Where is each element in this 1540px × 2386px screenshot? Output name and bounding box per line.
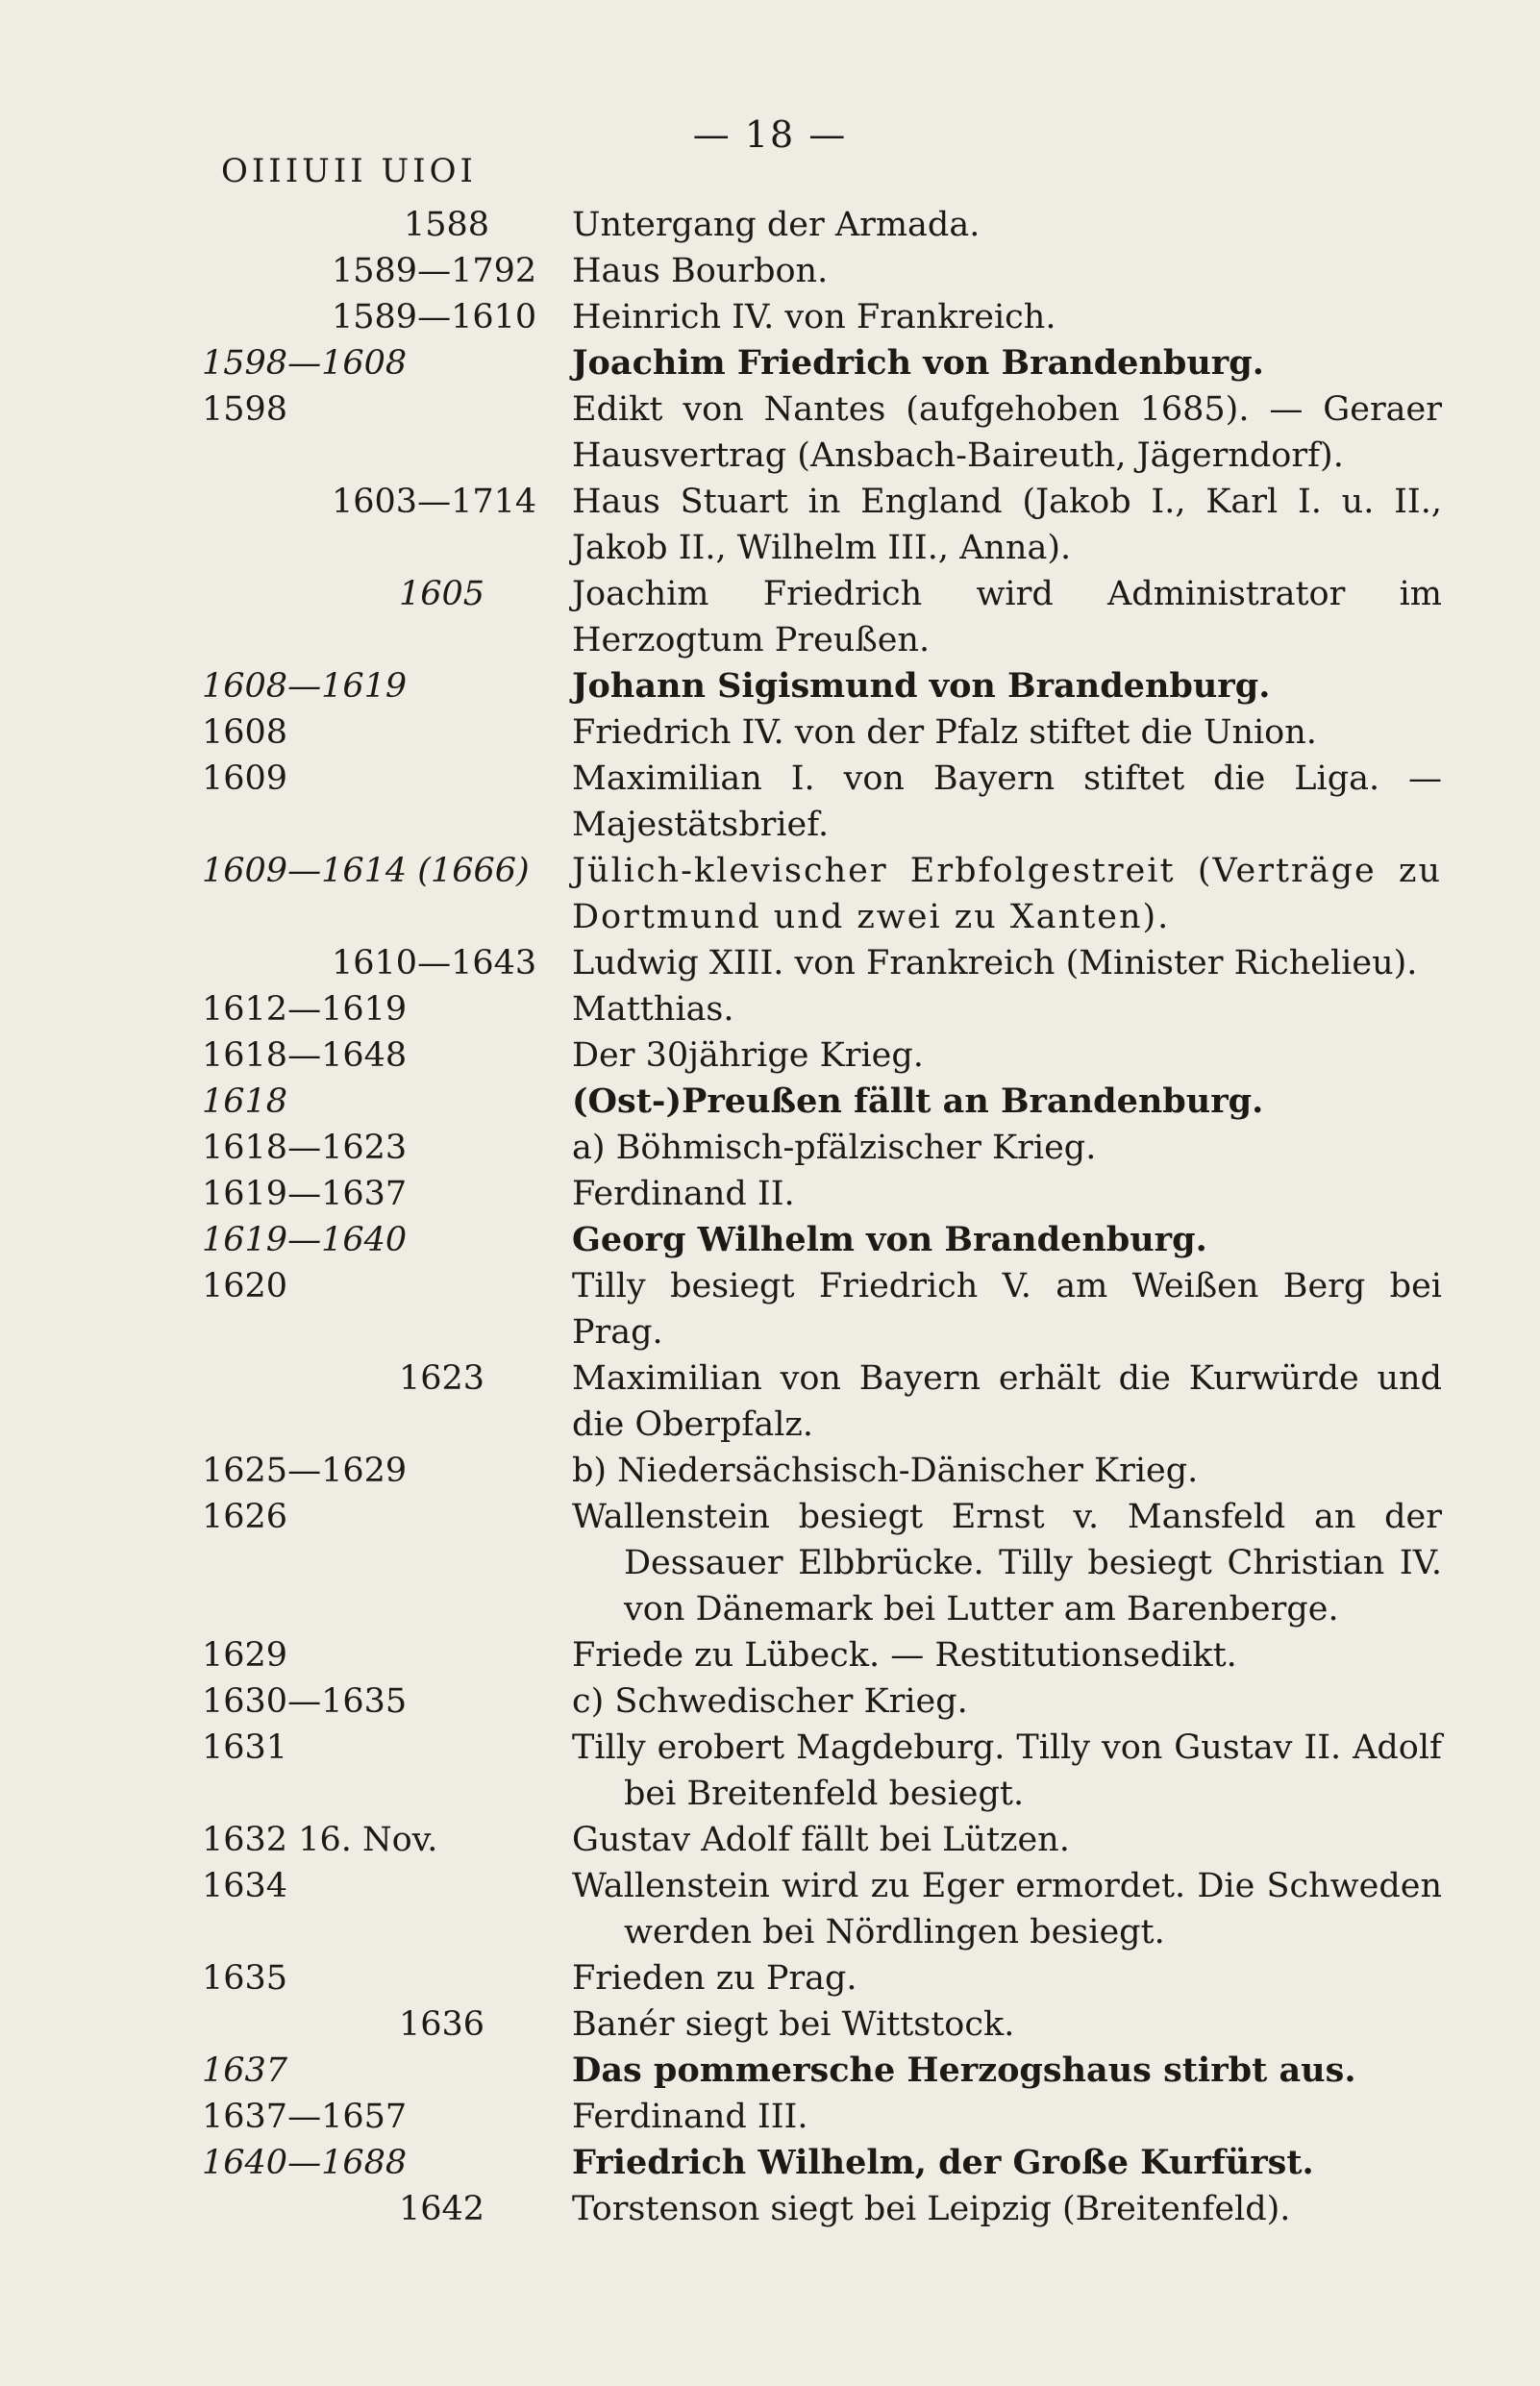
- entry-text: Jülich-klevischer Erbfolgestreit (Verträge zu Dortmund und zwei zu Xanten).: [572, 852, 1442, 936]
- entry-text: Ferdinand III.: [572, 2098, 808, 2136]
- entry-date: 1637—1657: [202, 2098, 408, 2136]
- entry-date: 1608: [202, 713, 288, 752]
- entry-date: 1640—1688: [202, 2144, 408, 2182]
- entry-date: 1636: [399, 2005, 485, 2044]
- chronology-entry: [0, 479, 1540, 571]
- chronology-entry: [0, 1263, 1540, 1355]
- chronology-entry: [0, 2094, 1540, 2140]
- entry-text: (Ost-)Preußen fällt an Brandenburg.: [572, 1081, 1264, 1121]
- entry-text: Edikt von Nantes (aufgehoben 1685). — Geraer Hausvertrag (Ansbach-Baireuth, Jägerndorf).: [572, 390, 1442, 475]
- chronology-list: [0, 202, 1540, 2232]
- chronology-entry: [0, 2186, 1540, 2232]
- entry-date: 1608—1619: [202, 667, 408, 706]
- entry-date: 1635: [202, 1959, 288, 1998]
- entry-text: c) Schwedischer Krieg.: [572, 1682, 968, 1721]
- entry-date: 1589—1792: [332, 252, 537, 290]
- entry-text: Torstenson siegt bei Leipzig (Breitenfeld).: [572, 2190, 1291, 2228]
- chronology-entry: [0, 294, 1540, 340]
- entry-date: 1612—1619: [202, 990, 408, 1029]
- chronology-entry: [0, 1955, 1540, 2001]
- chronology-entry: [0, 1494, 1540, 1632]
- entry-date: 1609—1614 (1666): [202, 852, 530, 890]
- chronology-entry: [0, 1863, 1540, 1955]
- chronology-entry: [0, 571, 1540, 663]
- entry-text: Matthias.: [572, 990, 734, 1029]
- chronology-entry: [0, 1032, 1540, 1079]
- chronology-entry: [0, 1632, 1540, 1678]
- chronology-entry: [0, 2048, 1540, 2094]
- entry-text: Georg Wilhelm von Brandenburg.: [572, 1220, 1207, 1259]
- entry-date: 1623: [399, 1359, 485, 1398]
- entry-date: 1620: [202, 1267, 288, 1305]
- entry-date: 1609: [202, 759, 288, 798]
- entry-date: 1618—1648: [202, 1036, 408, 1075]
- entry-text: Ludwig XIII. von Frankreich (Minister Richelieu).: [572, 944, 1418, 982]
- chronology-entry: [0, 2001, 1540, 2048]
- chronology-entry: [0, 848, 1540, 940]
- corner-mark: OIIIUII UIOI: [221, 152, 477, 190]
- entry-text: Das pommersche Herzogshaus stirbt aus.: [572, 2050, 1356, 2090]
- entry-text: Johann Sigismund von Brandenburg.: [572, 666, 1271, 706]
- entry-text: Wallenstein besiegt Ernst v. Mansfeld an der Dessauer Elbbrücke. Tilly besiegt Christian IV. von Dänemark bei Lutter am Barenberge.: [572, 1498, 1442, 1628]
- chronology-entry: [0, 386, 1540, 479]
- entry-date: 1588: [404, 206, 490, 244]
- chronology-entry: [0, 940, 1540, 986]
- entry-date: 1629: [202, 1636, 288, 1675]
- entry-date: 1630—1635: [202, 1682, 408, 1721]
- chronology-entry: [0, 709, 1540, 756]
- entry-text: b) Niedersächsisch-Dänischer Krieg.: [572, 1452, 1199, 1490]
- chronology-entry: [0, 663, 1540, 709]
- chronology-entry: [0, 1817, 1540, 1863]
- entry-date: 1598: [202, 390, 288, 429]
- entry-text: Joachim Friedrich von Brandenburg.: [572, 343, 1264, 383]
- entry-text: Friede zu Lübeck. — Restitutionsedikt.: [572, 1636, 1237, 1675]
- chronology-entry: [0, 1448, 1540, 1494]
- chronology-entry: [0, 1125, 1540, 1171]
- chronology-entry: [0, 2140, 1540, 2186]
- entry-date: 1589—1610: [332, 298, 537, 336]
- entry-date: 1625—1629: [202, 1452, 408, 1490]
- entry-date: 1618—1623: [202, 1129, 408, 1167]
- entry-text: Heinrich IV. von Frankreich.: [572, 298, 1056, 336]
- entry-text: Joachim Friedrich wird Administrator im Herzogtum Preußen.: [572, 575, 1442, 659]
- entry-date: 1637: [202, 2051, 288, 2090]
- entry-text: Maximilian I. von Bayern stiftet die Liga. — Majestätsbrief.: [572, 759, 1442, 844]
- entry-date: 1610—1643: [332, 944, 537, 982]
- entry-text: Frieden zu Prag.: [572, 1959, 857, 1998]
- entry-text: Tilly besiegt Friedrich V. am Weißen Berg bei Prag.: [572, 1267, 1442, 1352]
- chronology-entry: [0, 1217, 1540, 1263]
- entry-date: 1634: [202, 1867, 288, 1905]
- entry-date: 1632 16. Nov.: [202, 1821, 438, 1859]
- entry-text: a) Böhmisch-pfälzischer Krieg.: [572, 1129, 1097, 1167]
- entry-date: 1642: [399, 2190, 485, 2228]
- entry-date: 1619—1637: [202, 1175, 408, 1213]
- chronology-entry: [0, 1079, 1540, 1125]
- entry-date: 1618: [202, 1082, 288, 1121]
- entry-text: Der 30jährige Krieg.: [572, 1036, 924, 1075]
- chronology-entry: [0, 340, 1540, 386]
- chronology-entry: [0, 1678, 1540, 1725]
- entry-text: Wallenstein wird zu Eger ermordet. Die Schweden werden bei Nördlingen besiegt.: [572, 1867, 1442, 1951]
- entry-text: Maximilian von Bayern erhält die Kurwürde und die Oberpfalz.: [572, 1359, 1442, 1444]
- chronology-entry: [0, 756, 1540, 848]
- entry-date: 1598—1608: [202, 344, 408, 383]
- entry-text: Untergang der Armada.: [572, 206, 981, 244]
- chronology-entry: [0, 248, 1540, 294]
- entry-text: Ferdinand II.: [572, 1175, 795, 1213]
- entry-date: 1631: [202, 1728, 288, 1767]
- entry-text: Gustav Adolf fällt bei Lützen.: [572, 1821, 1070, 1859]
- chronology-entry: [0, 986, 1540, 1032]
- entry-text: Banér siegt bei Wittstock.: [572, 2005, 1015, 2044]
- entry-date: 1626: [202, 1498, 288, 1536]
- entry-text: Friedrich Wilhelm, der Große Kurfürst.: [572, 2143, 1314, 2182]
- entry-text: Haus Stuart in England (Jakob I., Karl I. u. II., Jakob II., Wilhelm III., Anna).: [572, 483, 1442, 567]
- chronology-entry: [0, 1355, 1540, 1448]
- entry-date: 1619—1640: [202, 1221, 408, 1259]
- chronology-entry: [0, 202, 1540, 248]
- chronology-entry: [0, 1171, 1540, 1217]
- page-number: — 18 —: [692, 113, 848, 156]
- entry-text: Friedrich IV. von der Pfalz stiftet die Union.: [572, 713, 1317, 752]
- entry-text: Haus Bourbon.: [572, 252, 829, 290]
- entry-text: Tilly erobert Magdeburg. Tilly von Gustav II. Adolf bei Breitenfeld besiegt.: [572, 1728, 1442, 1813]
- entry-date: 1603—1714: [332, 483, 537, 521]
- entry-date: 1605: [399, 575, 485, 613]
- chronology-entry: [0, 1725, 1540, 1817]
